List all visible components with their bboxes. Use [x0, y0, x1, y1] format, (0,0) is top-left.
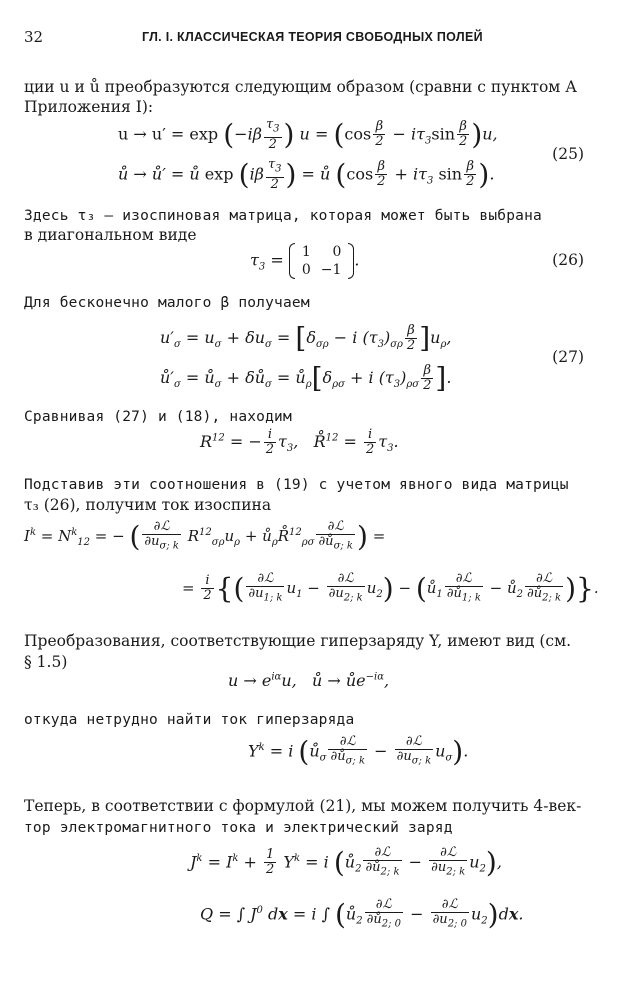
paragraph-line: Теперь, в соответствии с формулой (21), мы можем получить 4-век- — [24, 797, 582, 815]
equation-hypercharge-transform: $u \to e^{i\alpha}u$, ů → $ůe^{-i\alpha}$, — [228, 671, 390, 690]
equation-number: (26) — [552, 251, 584, 269]
paragraph-line: Приложения I): — [24, 98, 154, 116]
equation-isospin-current: $I^k = N^k_{12}$ = − ( $\frac{\text{∂ℒ}}{\partial u_{\sigma; k}}$ $R^{12}_{\sigma\rho}u_\rho$ + $ů_\rho R̊^{12}_{\rho\sigma}$ $\frac{\text{∂ℒ}}{\partial ů_{\sigma; k}}$ ) = — [24, 519, 386, 553]
paragraph-line: Подставив эти соотношения в (19) с учетом явного вида матрицы — [24, 477, 569, 493]
equation-25a: u → u′ = exp (−iβ $\frac{\tau_3}{2}$ ) u = (cos $\frac{\beta}{2}$ − $i\tau_3\sin$ $\frac{\beta}{2}$ )u, — [118, 117, 498, 152]
equation-25b: ů → ů′ = ů exp (iβ $\frac{\tau_3}{2}$ ) = ů (cos $\frac{\beta}{2}$ + $i\tau_3$ sin $\frac{\beta}{2}$ ). — [118, 157, 495, 192]
equation-number: (25) — [552, 145, 584, 163]
paragraph-line: в диагональном виде — [24, 226, 197, 244]
paragraph-line: ции u и ů преобразуются следующим образом (сравни с пунктом А — [24, 78, 578, 96]
equation-27b: $ů'_\sigma$ = $ů_\sigma$ + $\delta ů_\sigma$ = $ů_\rho[\delta_{\rho\sigma} + i$ $(\tau_3)_{\rho\sigma}$ $\frac{\beta}{2}$ ]. — [160, 361, 452, 395]
equation-em-current: $J^k = I^k$ + $\frac{1}{2}$ $Y^k = i$ ($ů_2$ $\frac{\text{∂ℒ}}{\partial ů_{2; k}}$ − $\frac{\text{∂ℒ}}{\partial u_{2; k}}$ $u_2$), — [190, 845, 502, 879]
equation-27a: $u'_\sigma = u_\sigma + \delta u_\sigma = [\delta_{\sigma\rho} - i$ $(\tau_3)_{\sigma\rho}$ $\frac{\beta}{2}$ ]$u_\rho$, — [160, 321, 452, 355]
equation-28: $R^{12}$ = − $\frac{i}{2}$ $\tau_3$, R̊$^{12}$ = $\frac{i}{2}$ $\tau_3$. — [200, 427, 399, 457]
equation-charge: Q = ∫ $J^0$ dx = i ∫ ($ů_2$ $\frac{\text{∂ℒ}}{\partial ů_{2; 0}}$ − $\frac{\text{∂ℒ}}{\partial u_{2; 0}}$ $u_2)dx$. — [200, 897, 524, 931]
paragraph-line: откуда нетрудно найти ток гиперзаряда — [24, 712, 355, 728]
equation-hypercharge-current: $Y^k = i$ ($ů_\sigma$ $\frac{\text{∂ℒ}}{\partial ů_{\sigma; k}}$ − $\frac{\text{∂ℒ}}{\partial u_{\sigma; k}}$ $u_\sigma$). — [248, 734, 469, 768]
paragraph-line: Здесь τ₃ — изоспиновая матрица, которая может быть выбрана — [24, 208, 542, 224]
paragraph-line: тор электромагнитного тока и электрический заряд — [24, 820, 453, 836]
paragraph-line: τ₃ (26), получим ток изоспина — [24, 496, 272, 514]
paragraph-line: Преобразования, соответствующие гиперзаряду Y, имеют вид (см. — [24, 632, 572, 650]
page-number: 32 — [24, 28, 44, 46]
paragraph-line: § 1.5) — [24, 653, 68, 671]
running-title: ГЛ. I. КЛАССИЧЕСКАЯ ТЕОРИЯ СВОБОДНЫХ ПОЛЕЙ — [142, 30, 483, 44]
paragraph-line: Для бесконечно малого β получаем — [24, 295, 310, 311]
paragraph-line: Сравнивая (27) и (18), находим — [24, 409, 292, 425]
equation-number: (27) — [552, 348, 584, 366]
equation-isospin-current-2: = $\frac{i}{2}$ {( $\frac{\text{∂ℒ}}{\partial u_{1; k}}$ $u_1$ − $\frac{\text{∂ℒ}}{\partial u_{2; k}}$ $u_2$) − ($ů_1$ $\frac{\text{∂ℒ}}{\partial ů_{1; k}}$ − $ů_2$ $\frac{\text{∂ℒ}}{\partial ů_{2; k}}$ )}. — [182, 571, 599, 605]
running-header — [24, 28, 584, 48]
equation-26: $\tau_3$ = 1 0 0 −1 . — [250, 244, 360, 278]
